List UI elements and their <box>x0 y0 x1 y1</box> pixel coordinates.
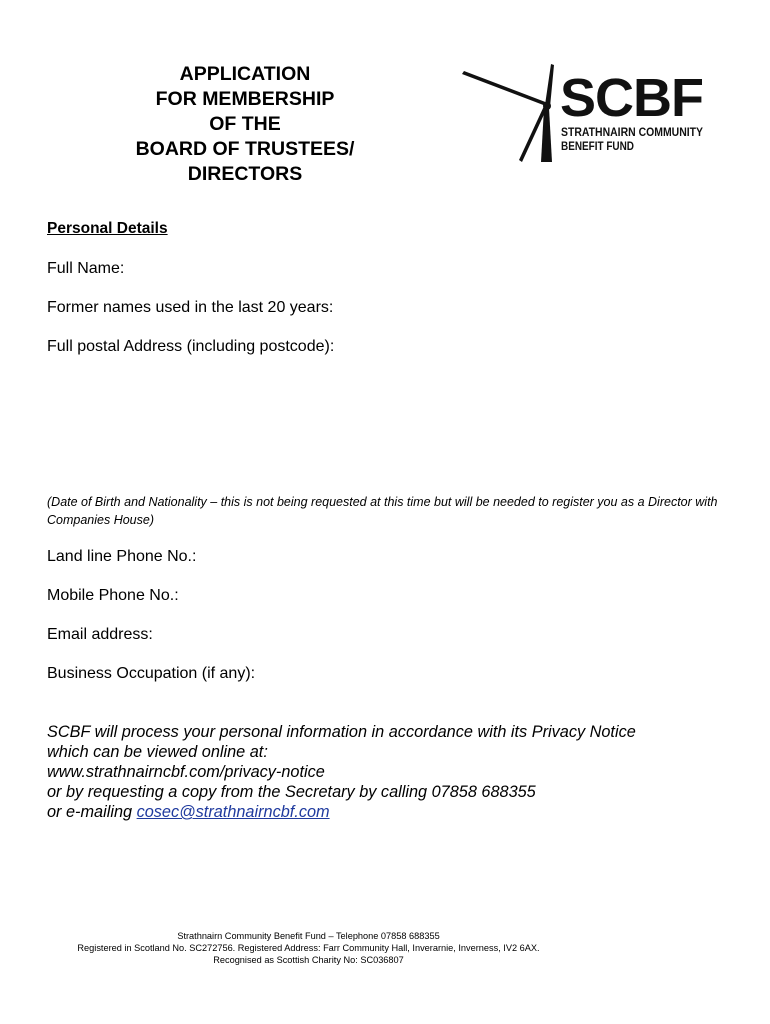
footer-line: Registered in Scotland No. SC272756. Registered Address: Farr Community Hall, Inverarnie, Inverness, IV2 6AX. <box>77 943 540 953</box>
logo-abbrev: SCBF <box>560 68 703 128</box>
privacy-notice <box>47 722 747 822</box>
privacy-url: www.strathnairncbf.com/privacy-notice <box>47 763 325 781</box>
landline-label: Land line Phone No.: <box>47 548 197 565</box>
privacy-line: SCBF will process your personal information in accordance with its Privacy Notice <box>47 723 636 741</box>
footer-line: Recognised as Scottish Charity No: SC036807 <box>213 955 404 965</box>
scbf-logo <box>460 62 710 166</box>
title-line: DIRECTORS <box>187 163 303 185</box>
page-title <box>90 62 400 187</box>
privacy-line <box>47 802 747 822</box>
title-line: OF THE <box>209 113 281 135</box>
dob-nationality-note: (Date of Birth and Nationality – this is not being requested at this time but will be needed to register you as a Director with Companies House) <box>47 495 718 527</box>
title-line: APPLICATION <box>179 63 311 85</box>
privacy-line: or by requesting a copy from the Secretary by calling 07858 688355 <box>47 783 536 801</box>
secretary-email-link[interactable]: cosec@strathnairncbf.com <box>136 803 330 821</box>
privacy-prefix: or e-mailing <box>47 803 137 821</box>
title-line: BOARD OF TRUSTEES/ <box>135 138 355 160</box>
logo-line: BENEFIT FUND <box>561 141 634 153</box>
occupation-label: Business Occupation (if any): <box>47 665 256 682</box>
full-name-label: Full Name: <box>47 260 125 277</box>
footer <box>0 930 617 966</box>
privacy-line: which can be viewed online at: <box>47 743 268 761</box>
mobile-label: Mobile Phone No.: <box>47 587 179 604</box>
logo-line: STRATHNAIRN COMMUNITY <box>561 127 704 139</box>
section-heading: Personal Details <box>47 220 168 237</box>
postal-address-label: Full postal Address (including postcode): <box>47 338 335 355</box>
title-line: FOR MEMBERSHIP <box>155 88 335 110</box>
footer-line: Strathnairn Community Benefit Fund – Telephone 07858 688355 <box>177 931 440 941</box>
former-names-label: Former names used in the last 20 years: <box>47 299 334 316</box>
wind-turbine-icon <box>460 62 710 166</box>
email-label: Email address: <box>47 626 153 643</box>
